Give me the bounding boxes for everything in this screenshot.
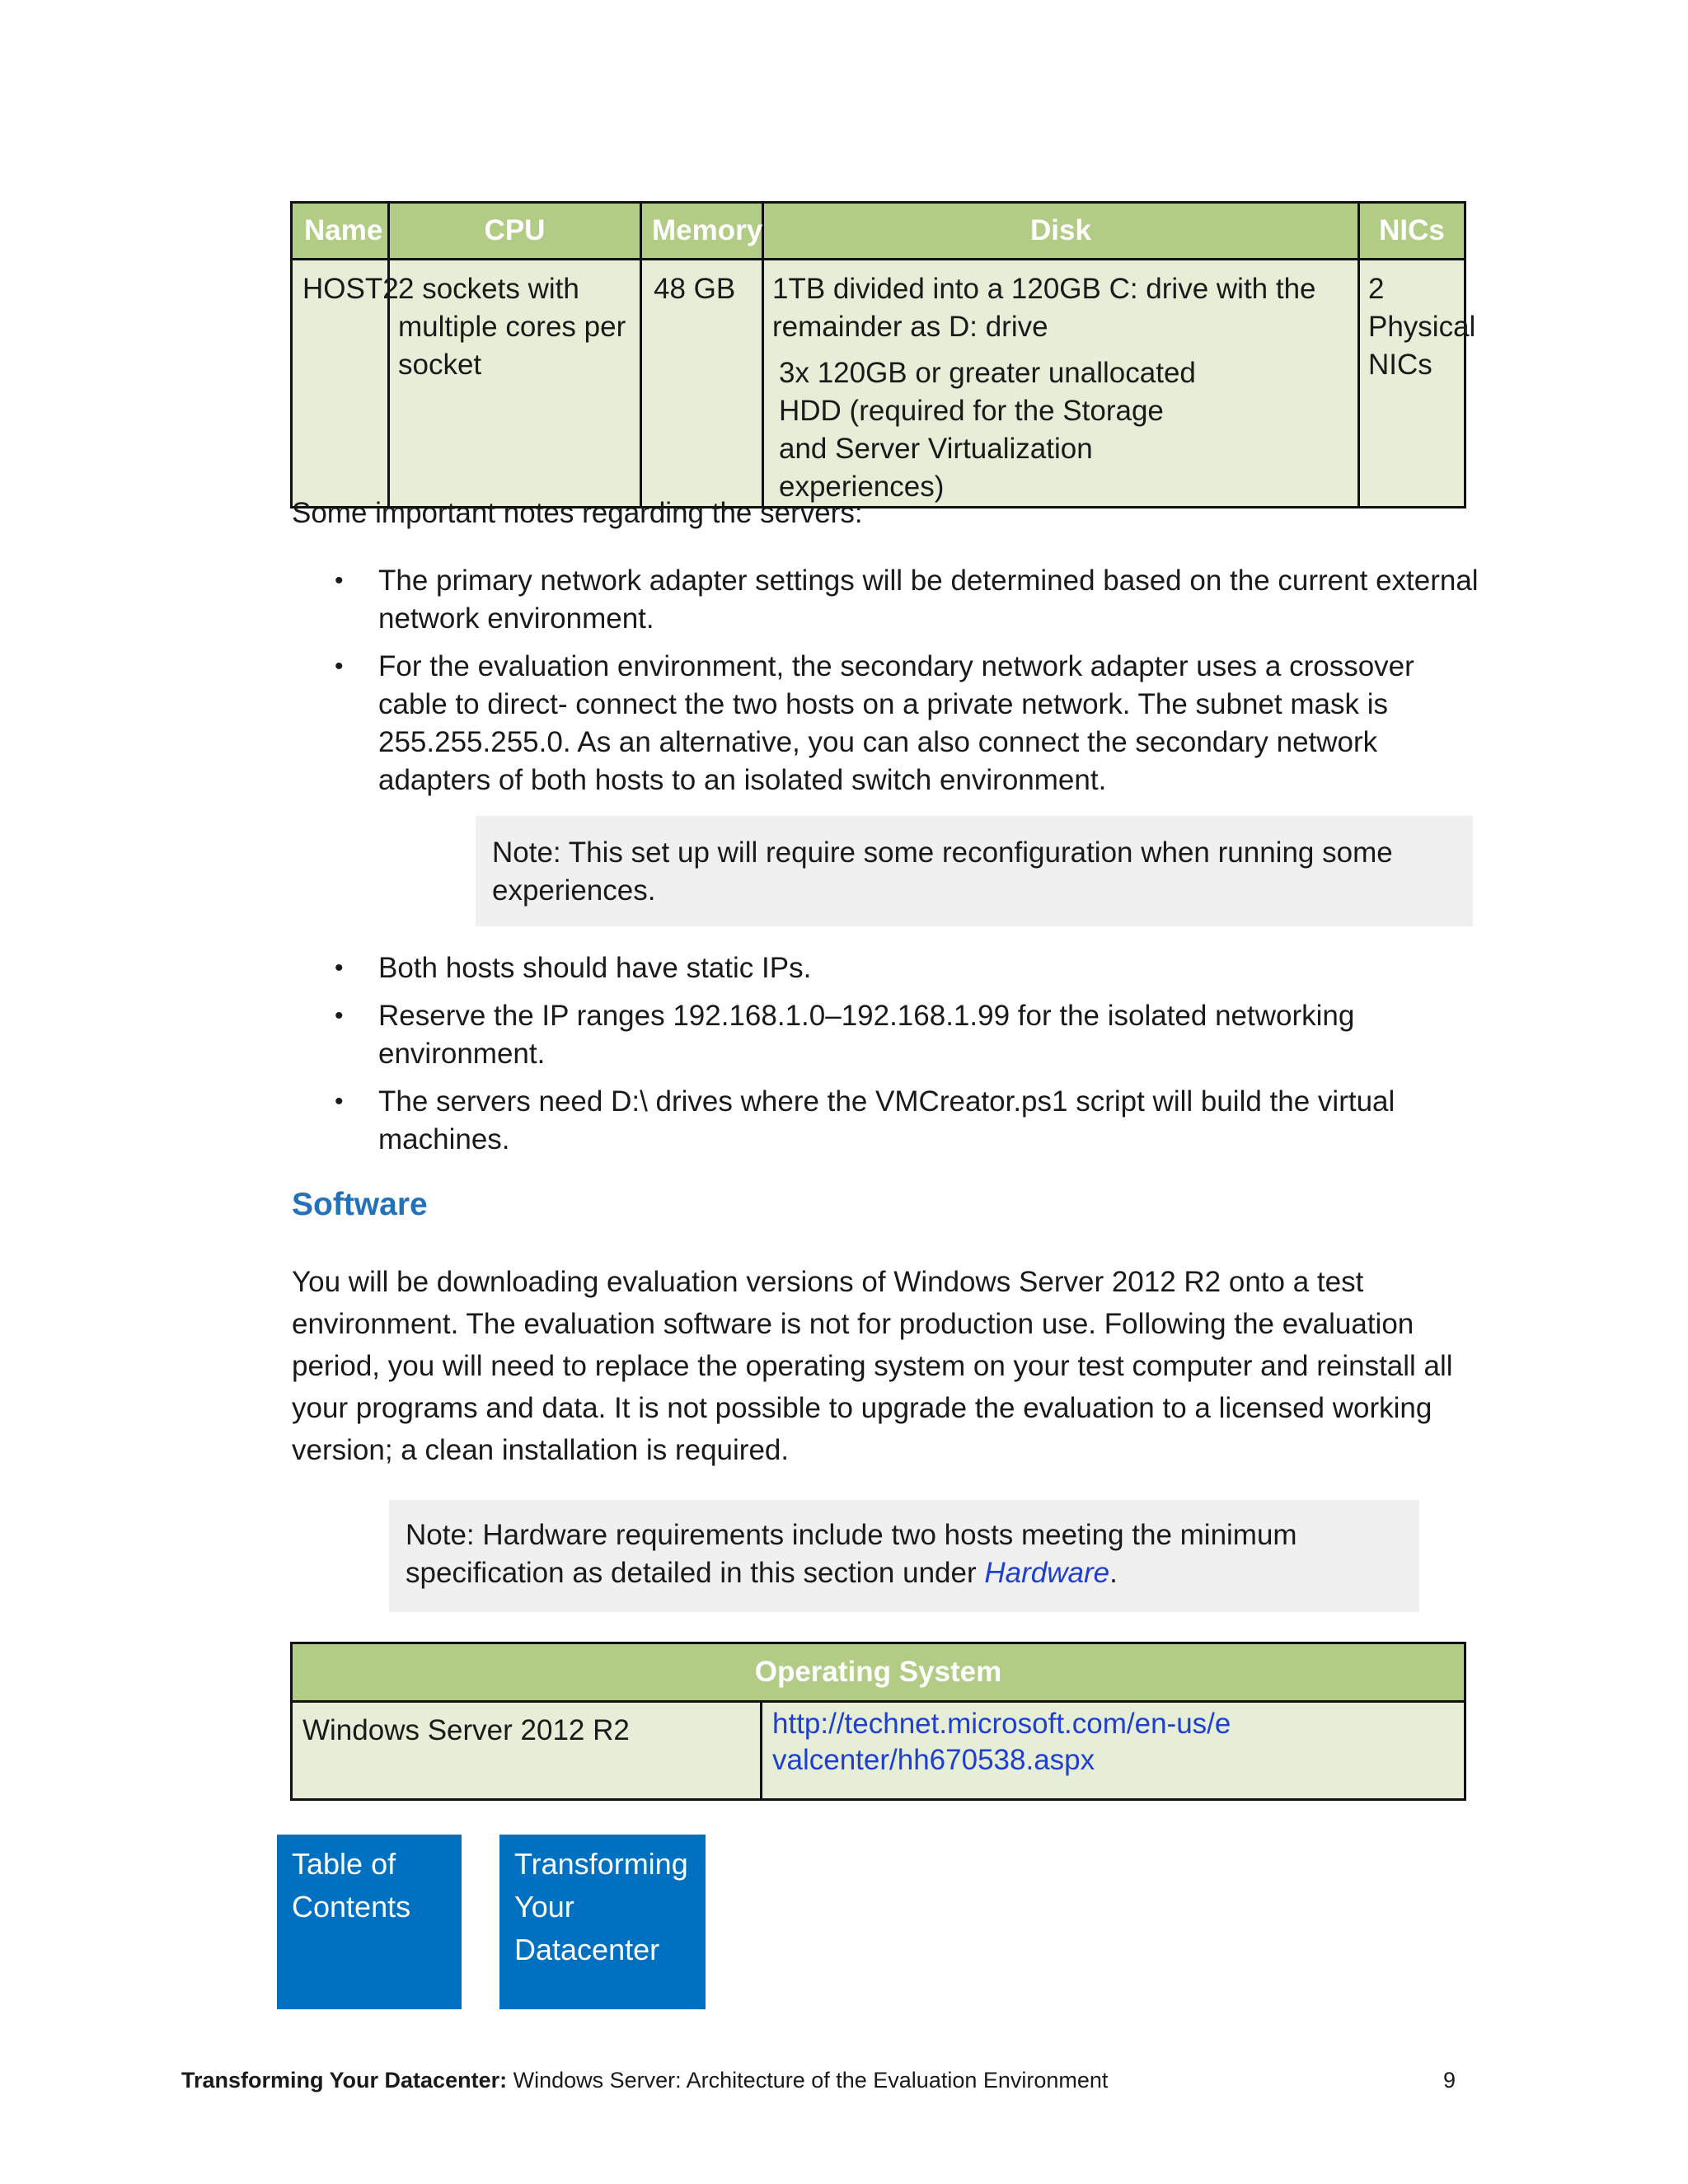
table-of-contents-button[interactable] — [277, 1835, 462, 2009]
note-box: Note: This set up will require some reconfiguration when running some experiences. — [476, 816, 1473, 926]
bullet-icon: • — [335, 1002, 344, 1029]
list-item: • The servers need D:\ drives where the VMCreator.ps1 script will build the virtual machines. — [292, 1083, 1479, 1159]
page-number: 9 — [1442, 2068, 1456, 2093]
footer-subtitle: Windows Server: Architecture of the Evaluation Environment — [507, 2068, 1109, 2093]
hardware-link[interactable]: Hardware — [984, 1557, 1110, 1589]
cell-disk — [763, 260, 1359, 508]
disk-line-2: 3x 120GB or greater unallocated HDD (required for the Storage and Server Virtualization experiences) — [779, 357, 1196, 503]
software-heading: Software — [292, 1187, 428, 1222]
header-memory: Memory — [641, 203, 763, 260]
list-item: • Reserve the IP ranges 192.168.1.0–192.168.1.99 for the isolated networking environment. — [292, 997, 1479, 1073]
page-footer — [181, 2065, 1467, 2095]
os-download-link[interactable]: http://technet.microsoft.com/en-us/evalcenter/hh670538.aspx — [762, 1702, 1465, 1800]
os-table-header: Operating System — [292, 1643, 1465, 1702]
software-paragraph: You will be downloading evaluation versions of Windows Server 2012 R2 onto a test environment. The evaluation software is not for production use. Following the evaluation period, you will need to replace the operating system on your test computer and reinstall all your programs and data. It is not possible to upgrade the evaluation to a licensed working version; a clean installation is required. — [292, 1266, 1453, 1466]
list-item: • The primary network adapter settings will be determined based on the current external network environment. — [292, 562, 1479, 638]
table-row — [292, 260, 1465, 508]
transforming-datacenter-button[interactable] — [499, 1835, 706, 2009]
os-table — [290, 1642, 1466, 1801]
bullet-icon: • — [335, 567, 344, 594]
list-item: • Both hosts should have static IPs. — [292, 949, 1479, 987]
header-disk: Disk — [763, 203, 1359, 260]
cell-nics: 2 Physical NICs — [1359, 260, 1465, 508]
list-item: • For the evaluation environment, the secondary network adapter uses a crossover cable to direct- connect the two hosts on a private network. The subnet mask is 255.255.255.0. As an alternative, you can also connect the secondary network adapters of both hosts to an isolated switch environment. Note: This set up will require some reconfiguration when running some experiences. — [292, 648, 1479, 926]
notes-intro: Some important notes regarding the servers: — [292, 497, 863, 529]
toc-label: Table of Contents — [292, 1847, 411, 1924]
note-text: Note: Hardware requirements include two hosts meeting the minimum specification as detailed in this section under — [406, 1519, 1297, 1589]
cell-name: HOST2 — [292, 260, 389, 508]
os-name-cell: Windows Server 2012 R2 — [292, 1702, 762, 1800]
transforming-label: Transforming Your Datacenter — [514, 1847, 688, 1966]
table-row — [292, 1702, 1465, 1800]
header-name: Name — [292, 203, 389, 260]
footer-title: Transforming Your Datacenter: — [181, 2068, 508, 2093]
bullet-icon: • — [335, 1088, 344, 1115]
disk-line-1: 1TB divided into a 120GB C: drive with the remainder as D: drive — [772, 273, 1316, 343]
bullet-icon: • — [335, 653, 344, 680]
header-nics: NICs — [1359, 203, 1465, 260]
hardware-note-box — [389, 1500, 1419, 1612]
bullet-icon: • — [335, 954, 344, 982]
notes-list — [292, 562, 1479, 1169]
hardware-table — [290, 201, 1476, 509]
cell-cpu: 2 sockets with multiple cores per socket — [389, 260, 641, 508]
hardware-table-header-row — [292, 203, 1465, 260]
note-suffix: . — [1109, 1557, 1118, 1589]
header-cpu: CPU — [389, 203, 641, 260]
cell-memory: 48 GB — [641, 260, 763, 508]
